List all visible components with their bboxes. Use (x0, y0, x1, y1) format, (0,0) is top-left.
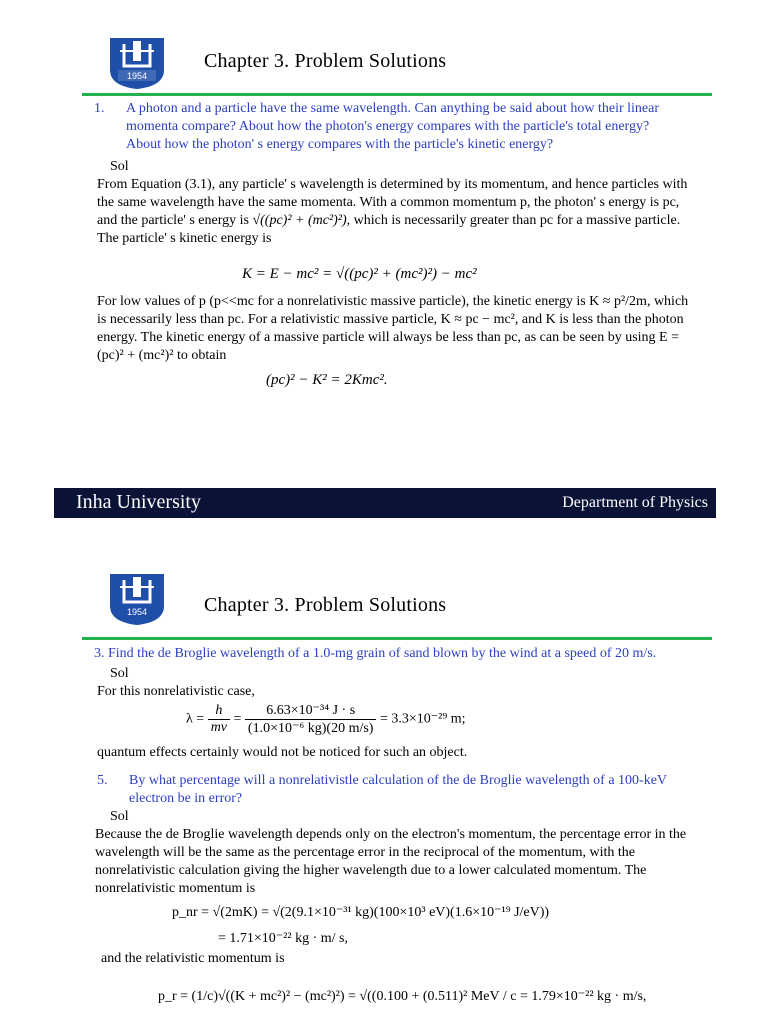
solution-intro: For this nonrelativistic case, (97, 684, 255, 699)
university-logo (106, 36, 168, 90)
question-5: By what percentage will a nonrelativistle calculation of the de Broglie wavelength of a 100-keV electron be in error? (129, 773, 667, 806)
nonrelativistic-momentum-equation: p_nr = √(2mK) = √(2(9.1×10⁻³¹ kg)(100×10³ eV)(1.6×10⁻¹⁹ J/eV)) (172, 905, 550, 920)
footer-university: Inha University (76, 491, 201, 513)
solution-paragraph-5: Because the de Broglie wavelength depends only on the electron's momentum, the percentage error in the wavelength will be the same as the percentage error in the reciprocal of the momentum, with the nonrelativistic calculation giving the higher wavelength due to a lower calculated momentum. The nonrelativistic momentum is (95, 827, 687, 896)
relativistic-intro: and the relativistic momentum is (101, 951, 285, 966)
chapter-title: Chapter 3. Problem Solutions (204, 50, 447, 72)
solution-conclusion: quantum effects certainly would not be noticed for such an object. (97, 745, 468, 760)
footer-department: Department of Physics (562, 494, 708, 511)
svg-text:1954: 1954 (126, 71, 148, 81)
sol-label: Sol (110, 666, 129, 681)
footer-band (54, 488, 716, 518)
solution-paragraph-1: From Equation (3.1), any particle' s wavelength is determined by its momentum, and hence particles with the same wavelength have the same momenta. With a common momentum p, the photon' s energy is pc, and the particle' s energy is √((pc)² + (mc²)²), which is necessarily greater than pc for a massive particle. The particle' s kinetic energy is (97, 177, 688, 246)
sol-label: Sol (110, 809, 129, 824)
inline-equation: √((pc)² + (mc²)²) (252, 213, 347, 228)
question-3: 3. Find the de Broglie wavelength of a 1.0-mg grain of sand blown by the wind at a speed of 20 m/s. (94, 646, 657, 661)
relativistic-momentum-equation: p_r = (1/c)√((K + mc²)² − (mc²)²) = √((0.100 + (0.511)² MeV / c = 1.79×10⁻²² kg · m/s, (158, 989, 647, 1004)
de-broglie-equation: λ = $\frac{h}{mv}$ = $\frac{\text{6.63×10⁻³⁴ J · s}}{\text{(1.0×10⁻⁶ kg)(20 m/s)}}$ = 3.3×10⁻²⁹ m; (186, 703, 466, 736)
question-text: A photon and a particle have the same wavelength. Can anything be said about how their linear momenta compare? About how the photon's energy compares with the particle's total energy? About how the photon' s energy compares with the particle's kinetic energy? (126, 101, 660, 152)
svg-text:1954: 1954 (126, 607, 148, 617)
question-number: 5. (97, 773, 108, 788)
divider-rule (82, 637, 712, 640)
university-logo (106, 572, 168, 626)
nonrelativistic-momentum-result: = 1.71×10⁻²² kg · m/ s, (218, 931, 348, 946)
chapter-title: Chapter 3. Problem Solutions (204, 594, 447, 616)
sol-label: Sol (110, 159, 129, 174)
momentum-energy-equation: (pc)² − K² = 2Kmc². (266, 372, 388, 388)
kinetic-energy-equation: K = E − mc² = √((pc)² + (mc²)²) − mc² (242, 266, 477, 282)
solution-paragraph-2: For low values of p (p<<mc for a nonrelativistic massive particle), the kinetic energy is K ≈ p²/2m, which is necessarily less than pc. For a relativistic massive particle, K ≈ pc − mc², and K is less than the photon energy. The kinetic energy of a massive particle will always be less than pc, as can be seen by using E = (pc)² + (mc²)² to obtain (97, 294, 689, 363)
divider-rule (82, 93, 712, 96)
question-number: 1. (94, 101, 105, 116)
